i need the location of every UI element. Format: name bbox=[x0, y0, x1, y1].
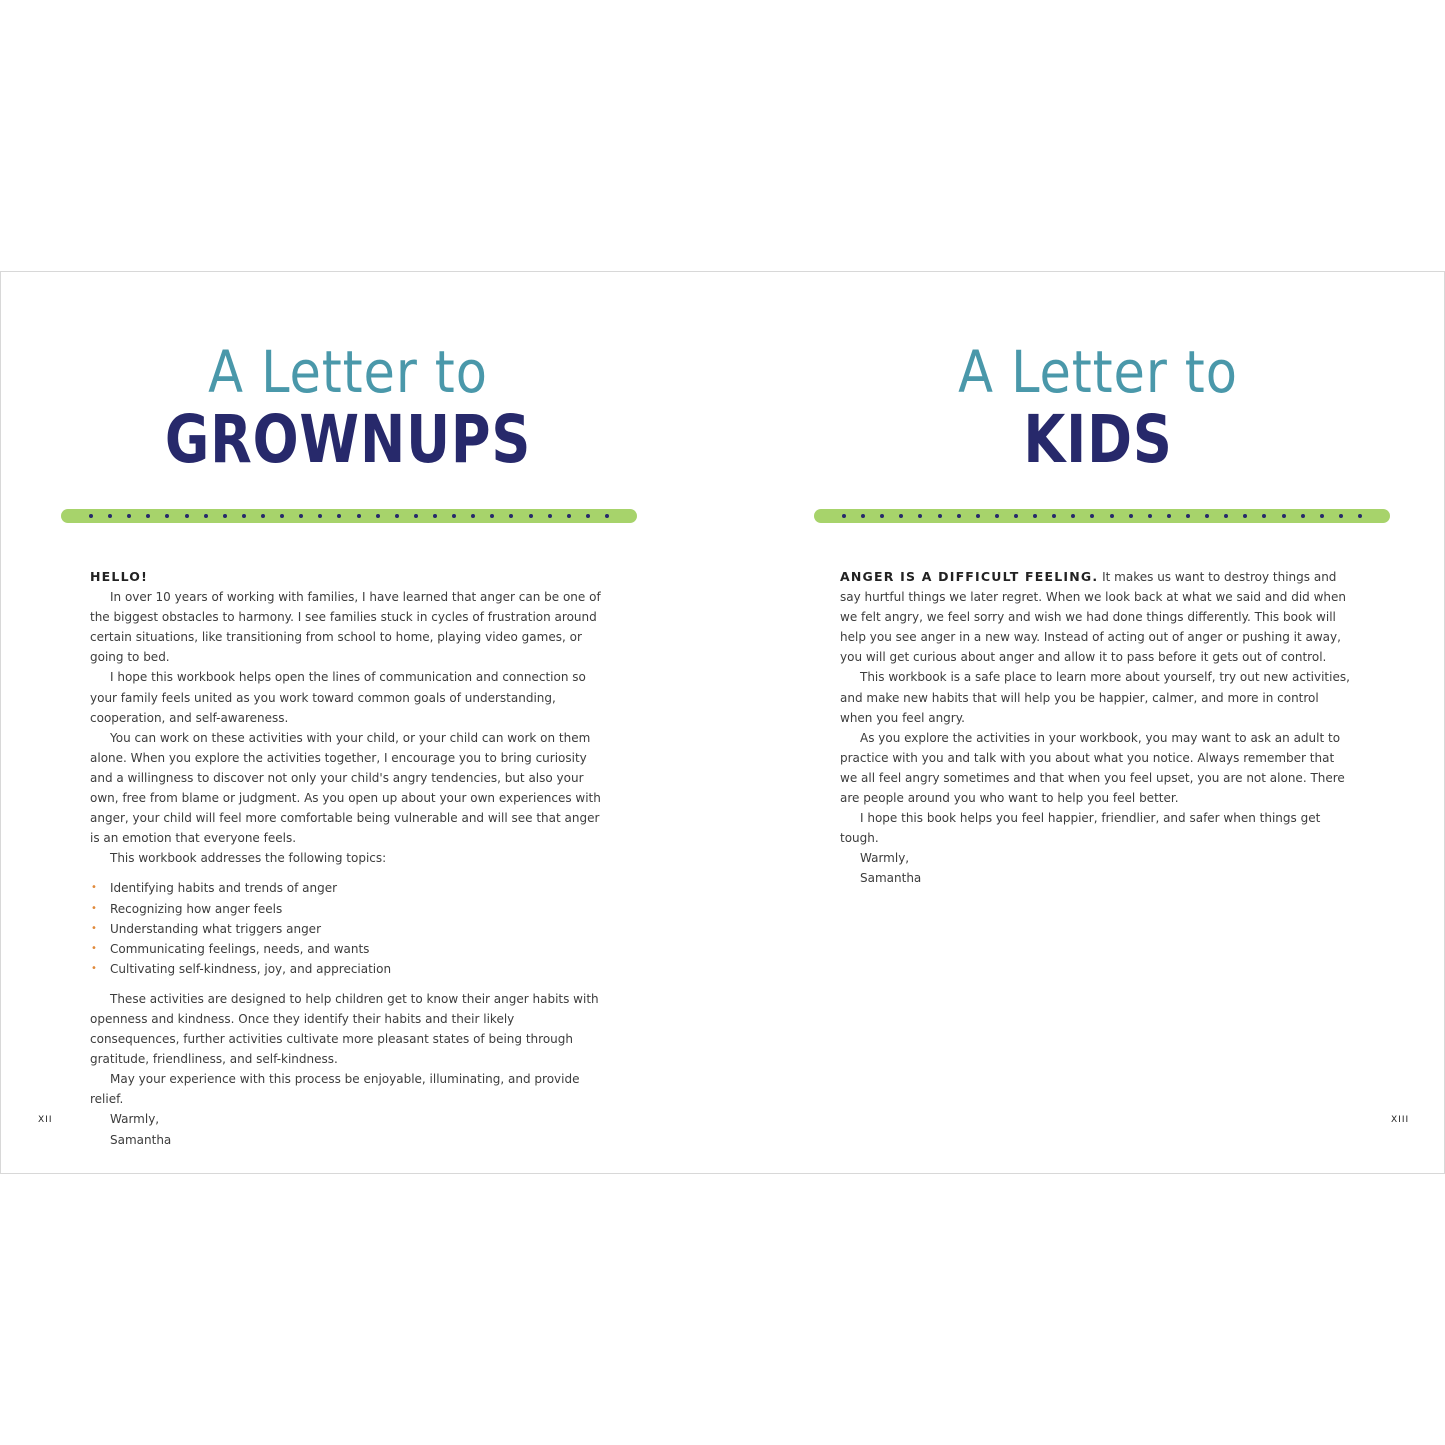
divider-dot bbox=[127, 514, 131, 518]
topic-item: • Communicating feelings, needs, and wants bbox=[110, 939, 602, 959]
topic-item: • Identifying habits and trends of anger bbox=[110, 878, 602, 898]
divider-dot bbox=[299, 514, 303, 518]
topic-item: • Cultivating self-kindness, joy, and appreciation bbox=[110, 959, 602, 979]
divider-dot bbox=[529, 514, 533, 518]
right-paragraph: This workbook is a safe place to learn more about yourself, try out new activities, and make new habits that will help you be happier, calmer, and more in control when you feel angry. bbox=[840, 670, 1350, 725]
divider-dot bbox=[976, 514, 980, 518]
divider-dot bbox=[146, 514, 150, 518]
divider-dot bbox=[395, 514, 399, 518]
left-greeting: HELLO! bbox=[90, 569, 149, 584]
left-paragraph: May your experience with this process be enjoyable, illuminating, and provide relief. bbox=[90, 1072, 580, 1107]
divider-dot bbox=[1224, 514, 1228, 518]
divider-dot bbox=[337, 514, 341, 518]
right-title-line1: A Letter to bbox=[958, 338, 1238, 406]
left-title-line1: A Letter to bbox=[208, 338, 488, 406]
divider-dot bbox=[165, 514, 169, 518]
right-divider bbox=[814, 509, 1390, 523]
divider-dot bbox=[586, 514, 590, 518]
divider-dot bbox=[108, 514, 112, 518]
divider-dot bbox=[318, 514, 322, 518]
divider-dot bbox=[414, 514, 418, 518]
divider-dot bbox=[938, 514, 942, 518]
divider-dot bbox=[1110, 514, 1114, 518]
divider-dot bbox=[1358, 514, 1362, 518]
divider-dot bbox=[1339, 514, 1343, 518]
divider-dot bbox=[995, 514, 999, 518]
divider-dot bbox=[567, 514, 571, 518]
divider-dot bbox=[899, 514, 903, 518]
topic-item: • Understanding what triggers anger bbox=[110, 919, 602, 939]
book-spread bbox=[0, 271, 1445, 1174]
divider-dot bbox=[1129, 514, 1133, 518]
divider-dot bbox=[1033, 514, 1037, 518]
divider-dot bbox=[605, 514, 609, 518]
divider-dot bbox=[1301, 514, 1305, 518]
left-signature: Samantha bbox=[110, 1132, 172, 1147]
divider-dot bbox=[242, 514, 246, 518]
divider-dot bbox=[861, 514, 865, 518]
divider-dot bbox=[509, 514, 513, 518]
right-paragraph: I hope this book helps you feel happier, friendlier, and safer when things get tough. bbox=[840, 811, 1321, 846]
left-paragraph: You can work on these activities with your child, or your child can work on them alone. When you explore the activities together, I encourage you to bring curiosity and a willingness to discover not only your child's angry tendencies, but also your own, free from blame or judgment. As you open up about your own experiences with anger, your child will feel more comfortable being vulnerable and will see that anger is an emotion that everyone feels. bbox=[90, 730, 601, 846]
divider-dot bbox=[880, 514, 884, 518]
right-title bbox=[778, 340, 1418, 476]
left-paragraph: In over 10 years of working with families, I have learned that anger can be one of the biggest obstacles to harmony. I see families stuck in cycles of frustration around certain situations, like transitioning from school to home, playing video games, or going to bed. bbox=[90, 590, 601, 665]
divider-dot bbox=[1205, 514, 1209, 518]
divider-dot bbox=[1167, 514, 1171, 518]
topic-item: • Recognizing how anger feels bbox=[110, 899, 602, 919]
divider-dot bbox=[280, 514, 284, 518]
divider-dot bbox=[1090, 514, 1094, 518]
right-signature: Samantha bbox=[860, 871, 922, 886]
right-letter bbox=[840, 567, 1352, 889]
divider-dot bbox=[1282, 514, 1286, 518]
divider-dot bbox=[1243, 514, 1247, 518]
left-paragraph: I hope this workbook helps open the lines of communication and connection so your family feels united as you work toward common goals of understanding, cooperation, and self-awareness. bbox=[90, 670, 586, 725]
left-signoff: Warmly, bbox=[110, 1112, 160, 1127]
divider-dot bbox=[204, 514, 208, 518]
right-lead: ANGER IS A DIFFICULT FEELING. bbox=[840, 569, 1099, 584]
left-divider bbox=[61, 509, 637, 523]
right-page-number: XIII bbox=[1391, 1115, 1410, 1125]
left-title bbox=[28, 340, 668, 476]
divider-dot bbox=[842, 514, 846, 518]
right-title-line2: KIDS bbox=[1023, 401, 1173, 478]
left-paragraph: These activities are designed to help children get to know their anger habits with openness and kindness. Once they identify their habits and their likely consequences, further activities cultivate more pleasant states of being through gratitude, friendliness, and self-kindness. bbox=[90, 991, 599, 1067]
divider-dot bbox=[918, 514, 922, 518]
left-title-line2: GROWNUPS bbox=[164, 401, 532, 478]
right-signoff: Warmly, bbox=[860, 851, 910, 866]
right-paragraph: As you explore the activities in your workbook, you may want to ask an adult to practice with you and talk with you about what you notice. Always remember that we all feel angry sometimes and that when you feel upset, you are not alone. There are people around you who want to help you feel better. bbox=[840, 730, 1345, 806]
divider-dot bbox=[1148, 514, 1152, 518]
divider-dot bbox=[471, 514, 475, 518]
divider-dot bbox=[1052, 514, 1056, 518]
divider-dot bbox=[223, 514, 227, 518]
left-page-number: XII bbox=[38, 1115, 53, 1125]
divider-dot bbox=[490, 514, 494, 518]
left-paragraph: This workbook addresses the following topics: bbox=[110, 851, 387, 866]
divider-dot bbox=[548, 514, 552, 518]
topics-list bbox=[90, 878, 602, 978]
divider-dot bbox=[357, 514, 361, 518]
divider-dot bbox=[1071, 514, 1075, 518]
divider-dot bbox=[1186, 514, 1190, 518]
right-lead-rest: It makes us want to destroy things and say hurtful things we later regret. When we look back at what we said and did when we felt angry, we feel sorry and wish we had done things differently. This book will help you see anger in a new way. Instead of acting out of anger or pushing it away, you will get curious about anger and allow it to pass before it gets out of control. bbox=[840, 570, 1347, 665]
left-letter bbox=[90, 567, 602, 1150]
divider-dot bbox=[957, 514, 961, 518]
divider-dot bbox=[433, 514, 437, 518]
divider-dot bbox=[1014, 514, 1018, 518]
divider-dot bbox=[185, 514, 189, 518]
divider-dot bbox=[452, 514, 456, 518]
divider-dot bbox=[1320, 514, 1324, 518]
right-lead-paragraph bbox=[840, 567, 1352, 667]
divider-dot bbox=[261, 514, 265, 518]
divider-dot bbox=[89, 514, 93, 518]
divider-dot bbox=[376, 514, 380, 518]
divider-dot bbox=[1262, 514, 1266, 518]
